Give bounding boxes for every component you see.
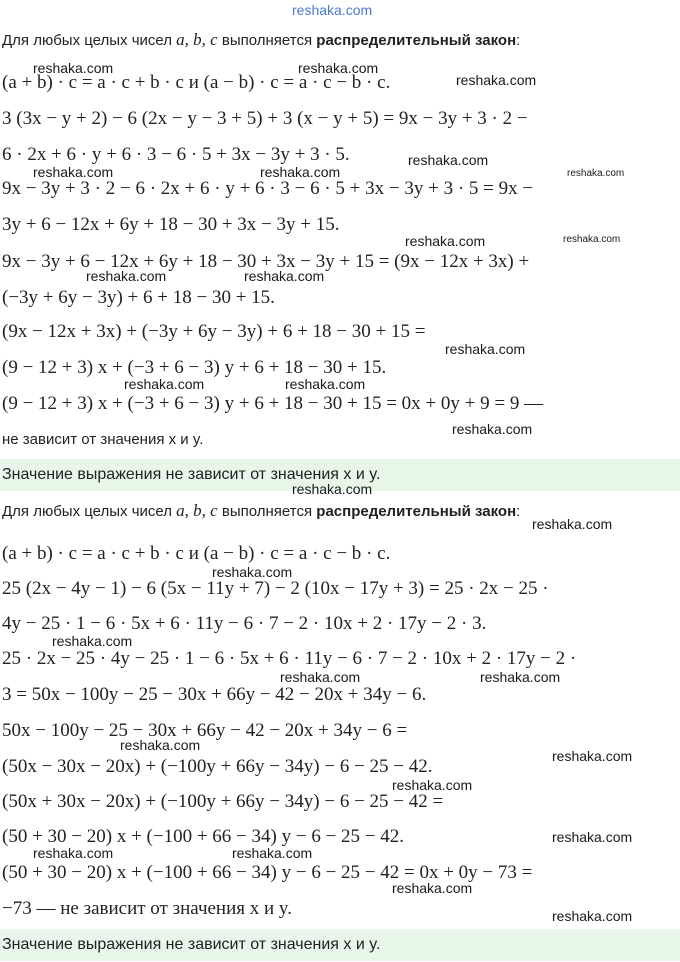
equation-line: 9x − 3y + 6 − 12x + 6y + 18 − 30 + 3x − 3y + 15 = (9x − 12x + 3x) + [2, 251, 530, 272]
equation-line: 25 · 2x − 25 · 4y − 25 · 1 − 6 · 5x + 6 · 11y − 6 · 7 − 2 · 10x + 2 · 17y − 2 · [2, 648, 577, 669]
answer-box-1: Значение выражения не зависит от значения x и y. [0, 459, 680, 491]
watermark[interactable]: reshaka.com [405, 233, 486, 249]
watermark[interactable]: reshaka.com [552, 829, 633, 845]
watermark[interactable]: reshaka.com [232, 845, 313, 861]
watermark[interactable]: reshaka.com [563, 234, 621, 245]
conclusion-1: не зависит от значения x и y. [2, 431, 204, 448]
watermark[interactable]: reshaka.com [212, 564, 293, 580]
watermark[interactable]: reshaka.com [552, 748, 633, 764]
watermark[interactable]: reshaka.com [33, 845, 114, 861]
watermark[interactable]: reshaka.com [567, 168, 625, 179]
equation-line: (9 − 12 + 3) x + (−3 + 6 − 3) y + 6 + 18 − 30 + 15 = 0x + 0y + 9 = 9 — [2, 393, 544, 414]
equation-line: 50x − 100y − 25 − 30x + 66y − 42 − 20x + 34y − 6 = [2, 720, 408, 741]
watermark[interactable]: reshaka.com [452, 421, 533, 437]
watermark[interactable]: reshaka.com [456, 72, 537, 88]
intro-line-2: Для любых целых чисел a, b, c выполняется распределительный закон: [2, 501, 521, 520]
watermark[interactable]: reshaka.com [480, 669, 561, 685]
equation-line: −73 — не зависит от значения x и y. [2, 898, 292, 919]
intro-line-1: Для любых целых чисел a, b, c выполняется распределительный закон: [2, 30, 521, 49]
equation-line: (−3y + 6y − 3y) + 6 + 18 − 30 + 15. [2, 287, 275, 308]
equation-line: (50x + 30x − 20x) + (−100y + 66y − 34y) − 6 − 25 − 42 = [2, 791, 444, 812]
watermark[interactable]: reshaka.com [52, 633, 133, 649]
watermark[interactable]: reshaka.com [260, 164, 341, 180]
equation-line: 4y − 25 · 1 − 6 · 5x + 6 · 11y − 6 · 7 − 2 · 10x + 2 · 17y − 2 · 3. [2, 613, 487, 634]
watermark[interactable]: reshaka.com [280, 669, 361, 685]
equation-line: 3 (3x − y + 2) − 6 (2x − y − 3 + 5) + 3 (x − y + 5) = 9x − 3y + 3 · 2 − [2, 108, 528, 129]
equation-line: (50 + 30 − 20) x + (−100 + 66 − 34) y − 6 − 25 − 42. [2, 826, 404, 847]
watermark[interactable]: reshaka.com [298, 60, 379, 76]
watermark[interactable]: reshaka.com [124, 376, 205, 392]
equation-line: 6 · 2x + 6 · y + 6 · 3 − 6 · 5 + 3x − 3y + 3 · 5. [2, 144, 350, 165]
watermark[interactable]: reshaka.com [532, 516, 613, 532]
watermark[interactable]: reshaka.com [552, 908, 633, 924]
equation-line: (50 + 30 − 20) x + (−100 + 66 − 34) y − 6 − 25 − 42 = 0x + 0y − 73 = [2, 862, 533, 883]
equation-line: 25 (2x − 4y − 1) − 6 (5x − 11y + 7) − 2 (10x − 17y + 3) = 25 · 2x − 25 · [2, 578, 549, 599]
equation-line: 3 = 50x − 100y − 25 − 30x + 66y − 42 − 20x + 34y − 6. [2, 684, 427, 705]
equation-line: 9x − 3y + 3 · 2 − 6 · 2x + 6 · y + 6 · 3 − 6 · 5 + 3x − 3y + 3 · 5 = 9x − [2, 178, 534, 199]
watermark[interactable]: reshaka.com [33, 164, 114, 180]
watermark[interactable]: reshaka.com [392, 880, 473, 896]
watermark[interactable]: reshaka.com [33, 60, 114, 76]
watermark[interactable]: reshaka.com [285, 376, 366, 392]
watermark[interactable]: reshaka.com [292, 481, 373, 497]
distributive-law-2: (a + b) · c = a · c + b · c и (a − b) · c = a · c − b · c. [2, 543, 391, 564]
watermark[interactable]: reshaka.com [86, 268, 167, 284]
watermark[interactable]: reshaka.com [244, 268, 325, 284]
watermark[interactable]: reshaka.com [408, 152, 489, 168]
distributive-law-1: (a + b) · c = a · c + b · c и (a − b) · c = a · c − b · c. [2, 72, 391, 93]
watermark[interactable]: reshaka.com [120, 737, 201, 753]
answer-box-2: Значение выражения не зависит от значения x и y. [0, 929, 680, 961]
equation-line: (50x − 30x − 20x) + (−100y + 66y − 34y) − 6 − 25 − 42. [2, 756, 433, 777]
equation-line: (9x − 12x + 3x) + (−3y + 6y − 3y) + 6 + 18 − 30 + 15 = [2, 321, 426, 342]
watermark-top[interactable]: reshaka.com [292, 2, 373, 18]
watermark[interactable]: reshaka.com [445, 341, 526, 357]
equation-line: (9 − 12 + 3) x + (−3 + 6 − 3) y + 6 + 18 − 30 + 15. [2, 357, 387, 378]
equation-line: 3y + 6 − 12x + 6y + 18 − 30 + 3x − 3y + 15. [2, 214, 340, 235]
watermark[interactable]: reshaka.com [392, 777, 473, 793]
